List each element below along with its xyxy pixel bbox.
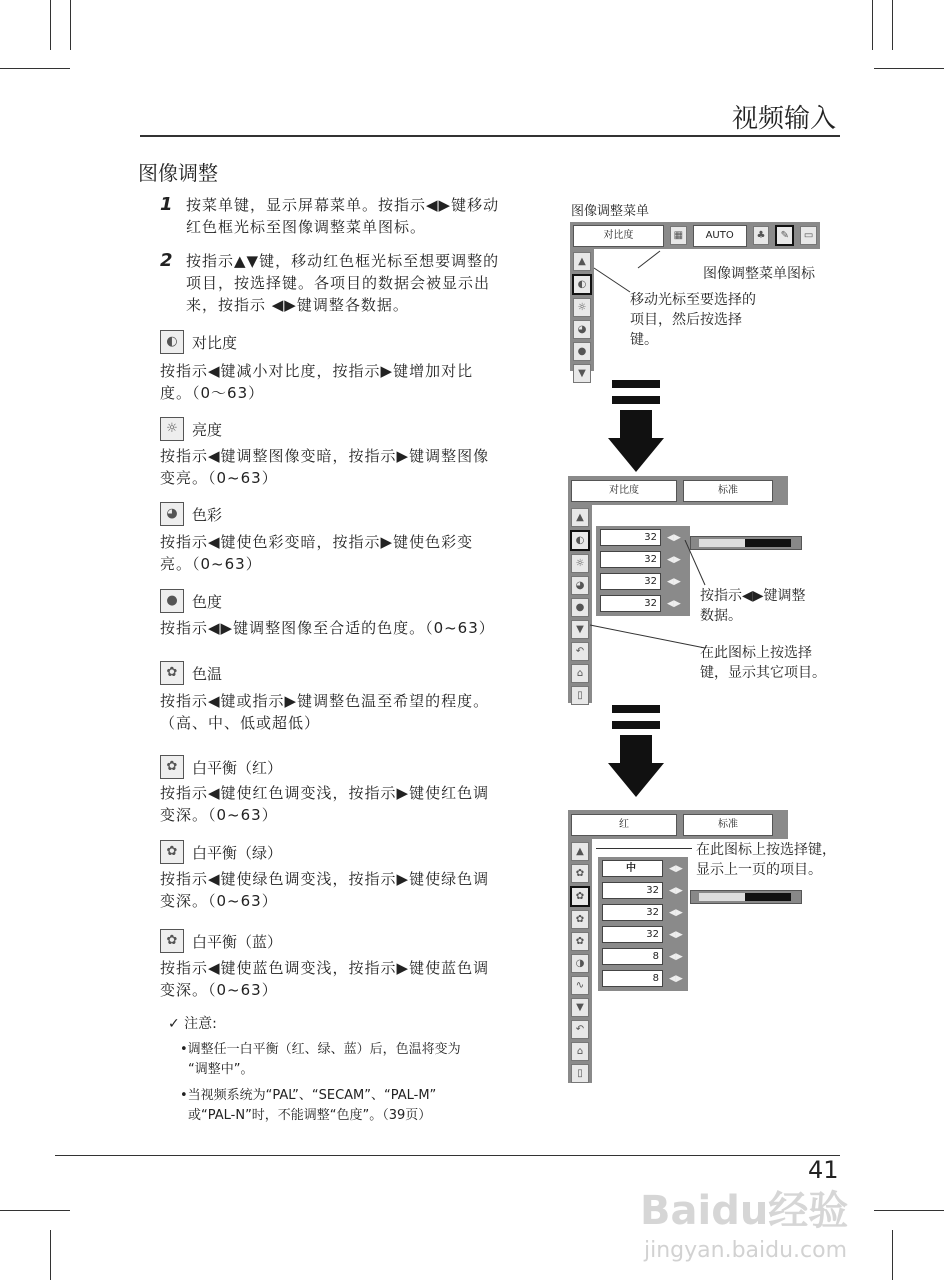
item-heading bbox=[160, 417, 222, 441]
menu-icon: ● bbox=[571, 598, 589, 617]
step-text: 按指示▲▼键，移动红色框光标至想要调整的 bbox=[186, 252, 500, 270]
annotation-line: 在此图标上按选择 bbox=[700, 645, 812, 661]
item-description bbox=[160, 360, 540, 404]
menu-icon: ▯ bbox=[571, 1064, 589, 1083]
left-right-arrows-icon[interactable]: ◀▶ bbox=[669, 863, 683, 874]
brightness-icon: ☼ bbox=[160, 417, 184, 441]
down-arrow-icon bbox=[608, 705, 664, 797]
item-description bbox=[160, 617, 540, 639]
left-right-arrows-icon[interactable]: ◀▶ bbox=[669, 951, 683, 962]
step-number: 1 bbox=[160, 194, 174, 215]
item-title: 白平衡（蓝） bbox=[192, 932, 283, 951]
annotation-line: 键，显示其它项目。 bbox=[700, 665, 826, 681]
annotation-line: 键。 bbox=[630, 332, 658, 348]
left-right-arrows-icon[interactable]: ◀▶ bbox=[669, 907, 683, 918]
value-slider[interactable] bbox=[690, 890, 802, 904]
item-heading bbox=[160, 589, 222, 613]
item-heading bbox=[160, 840, 282, 864]
note-line: •调整任一白平衡（红、绿、蓝）后，色温将变为 bbox=[180, 1042, 461, 1057]
description-line: 按指示◀键使绿色调变浅，按指示▶键使绿色调 bbox=[160, 870, 490, 888]
annotation bbox=[700, 586, 806, 626]
step-text: 按菜单键，显示屏幕菜单。按指示◀▶键移动 bbox=[186, 196, 500, 214]
description-line: 变深。（0~63） bbox=[160, 892, 278, 910]
up-arrow-icon: ▲ bbox=[573, 252, 591, 271]
item-heading bbox=[160, 929, 282, 953]
side-menu bbox=[568, 839, 592, 1083]
note-line: •当视频系统为“PAL”、“SECAM”、“PAL-M” bbox=[180, 1088, 437, 1103]
description-line: 按指示◀键调整图像变暗，按指示▶键调整图像 bbox=[160, 447, 490, 465]
menu-value-box: AUTO bbox=[693, 225, 747, 247]
item-description bbox=[160, 690, 540, 734]
value-row bbox=[602, 882, 684, 899]
value-field[interactable]: 32 bbox=[600, 551, 661, 568]
menu-icon: ↶ bbox=[571, 642, 589, 661]
color-icon: ♣ bbox=[753, 226, 770, 245]
step-2 bbox=[160, 250, 499, 316]
left-right-arrows-icon[interactable]: ◀▶ bbox=[669, 929, 683, 940]
item-heading bbox=[160, 502, 222, 526]
white-balance-red-icon: ✿ bbox=[160, 755, 184, 779]
menu-icon: ↶ bbox=[571, 1020, 589, 1039]
item-description bbox=[160, 957, 540, 1001]
item-heading bbox=[160, 755, 282, 779]
screen-icon: ▭ bbox=[800, 226, 817, 245]
annotation-line: 在此图标上按选择键， bbox=[696, 842, 836, 858]
menu-icon: ◕ bbox=[571, 576, 589, 595]
diagram1-caption: 图像调整菜单 bbox=[571, 204, 650, 219]
leader-lines bbox=[585, 540, 715, 660]
description-line: 按指示◀键使红色调变浅，按指示▶键使红色调 bbox=[160, 784, 490, 802]
color-temp-icon: ✿ bbox=[160, 661, 184, 685]
menu-item-box: 红 bbox=[571, 814, 677, 836]
description-line: 变深。（0~63） bbox=[160, 806, 278, 824]
crop-mark bbox=[0, 68, 70, 69]
annotation-line: 项目，然后按选择 bbox=[630, 312, 742, 328]
item-heading bbox=[160, 661, 222, 685]
item-title: 色度 bbox=[192, 592, 223, 611]
color-icon: ◕ bbox=[573, 320, 591, 339]
menu-icon: ∿ bbox=[571, 976, 589, 995]
value-field[interactable]: 8 bbox=[602, 948, 663, 965]
menu-item-box: 对比度 bbox=[571, 480, 677, 502]
description-line: 变亮。（0~63） bbox=[160, 469, 278, 487]
step-text: 来，按指示 ◀▶键调整各数据。 bbox=[186, 296, 409, 314]
menu-icon: ⌂ bbox=[571, 1042, 589, 1061]
description-line: （高、中、低或超低） bbox=[160, 714, 321, 732]
contrast-icon: ◐ bbox=[572, 274, 592, 295]
down-arrow-icon: ▼ bbox=[573, 364, 591, 383]
crop-mark bbox=[0, 1210, 70, 1211]
item-title: 白平衡（红） bbox=[192, 758, 283, 777]
crop-mark bbox=[874, 68, 944, 69]
item-description bbox=[160, 445, 540, 489]
annotation-line: 数据。 bbox=[700, 608, 742, 624]
crop-mark bbox=[872, 0, 873, 50]
note-bullet-1 bbox=[180, 1040, 540, 1080]
note-title: ✓ 注意: bbox=[168, 1016, 217, 1032]
annotation-line: 按指示◀▶键调整 bbox=[700, 588, 806, 604]
left-right-arrows-icon[interactable]: ◀▶ bbox=[669, 885, 683, 896]
value-panel bbox=[598, 857, 688, 991]
menu-bar bbox=[570, 222, 820, 249]
menu-icon: ✿ bbox=[571, 910, 589, 929]
annotation bbox=[696, 840, 836, 880]
step-text: 项目，按选择键。各项目的数据会被显示出 bbox=[186, 274, 491, 292]
note-line: “调整中”。 bbox=[188, 1062, 254, 1077]
menu-icon: ✿ bbox=[571, 932, 589, 951]
menu-bar bbox=[568, 476, 788, 505]
crop-mark bbox=[892, 1230, 893, 1280]
annotation bbox=[700, 643, 826, 683]
note-bullet-2 bbox=[180, 1086, 540, 1126]
menu-item-box: 对比度 bbox=[573, 225, 664, 247]
description-line: 亮。（0~63） bbox=[160, 555, 262, 573]
description-line: 按指示◀键使色彩变暗，按指示▶键使色彩变 bbox=[160, 533, 474, 551]
menu-icon: ⌂ bbox=[571, 664, 589, 683]
header-rule bbox=[140, 135, 840, 137]
menu-icon: ▼ bbox=[571, 998, 589, 1017]
value-field[interactable]: 32 bbox=[602, 904, 663, 921]
color-icon: ◕ bbox=[160, 502, 184, 526]
value-row bbox=[602, 860, 684, 877]
step-1 bbox=[160, 194, 499, 238]
watermark-url: jingyan.baidu.com bbox=[644, 1238, 848, 1263]
value-field[interactable]: 32 bbox=[600, 529, 661, 546]
description-line: 按指示◀键使蓝色调变浅，按指示▶键使蓝色调 bbox=[160, 959, 490, 977]
item-description bbox=[160, 782, 540, 826]
slider-fill bbox=[745, 893, 791, 901]
description-line: 变深。（0~63） bbox=[160, 981, 278, 999]
white-balance-blue-icon: ✿ bbox=[160, 929, 184, 953]
tint-icon: ● bbox=[160, 589, 184, 613]
page-number: 41 bbox=[808, 1156, 839, 1184]
value-field[interactable]: 32 bbox=[600, 573, 661, 590]
menu-icon: ▯ bbox=[571, 686, 589, 705]
description-line: 按指示◀键或指示▶键调整色温至希望的程度。 bbox=[160, 692, 490, 710]
slider-fill bbox=[699, 893, 745, 901]
chapter-title: 视频输入 bbox=[731, 104, 836, 134]
step-number: 2 bbox=[160, 250, 174, 271]
item-title: 对比度 bbox=[192, 333, 238, 352]
description-line: 按指示◀▶键调整图像至合适的色度。（0~63） bbox=[160, 619, 495, 637]
leader-line bbox=[596, 848, 692, 849]
slider-fill bbox=[745, 539, 791, 547]
menu-icon: ▼ bbox=[571, 620, 589, 639]
value-row bbox=[602, 926, 684, 943]
item-description bbox=[160, 868, 540, 912]
picture-icon: ▦ bbox=[670, 226, 687, 245]
brightness-icon: ☼ bbox=[573, 298, 591, 317]
tint-icon: ● bbox=[573, 342, 591, 361]
menu-value-box: 标准 bbox=[683, 814, 773, 836]
value-row bbox=[602, 904, 684, 921]
value-row bbox=[602, 970, 684, 987]
item-title: 色彩 bbox=[192, 505, 223, 524]
menu-icon: ◑ bbox=[571, 954, 589, 973]
menu-value-box: 标准 bbox=[683, 480, 773, 502]
section-title: 图像调整 bbox=[138, 161, 218, 185]
annotation-line: 显示上一页的项目。 bbox=[696, 862, 822, 878]
description-line: 度。（0～63） bbox=[160, 384, 265, 402]
value-row bbox=[602, 948, 684, 965]
crop-mark bbox=[892, 0, 893, 50]
item-title: 亮度 bbox=[192, 420, 223, 439]
image-adjust-menu-icon: ✎ bbox=[775, 225, 794, 246]
value-field[interactable]: 32 bbox=[602, 882, 663, 899]
white-balance-green-icon: ✿ bbox=[160, 840, 184, 864]
item-description bbox=[160, 531, 540, 575]
value-field[interactable]: 中 bbox=[602, 860, 663, 877]
watermark-logo: Baidu经验 bbox=[640, 1188, 849, 1234]
description-line: 按指示◀键减小对比度，按指示▶键增加对比 bbox=[160, 362, 474, 380]
value-field[interactable]: 32 bbox=[602, 926, 663, 943]
down-arrow-icon bbox=[608, 380, 664, 472]
value-field[interactable]: 32 bbox=[600, 595, 661, 612]
crop-mark bbox=[50, 0, 51, 50]
left-right-arrows-icon[interactable]: ◀▶ bbox=[669, 973, 683, 984]
item-title: 白平衡（绿） bbox=[192, 843, 283, 862]
annotation-line: 移动光标至要选择的 bbox=[630, 292, 756, 308]
menu-icon: ▲ bbox=[571, 842, 589, 861]
item-title: 色温 bbox=[192, 664, 223, 683]
item-heading bbox=[160, 330, 237, 354]
annotation: 图像调整菜单图标 bbox=[703, 266, 815, 282]
menu-icon: ☼ bbox=[571, 554, 589, 573]
crop-mark bbox=[70, 0, 71, 50]
crop-mark bbox=[874, 1210, 944, 1211]
left-right-arrows-icon[interactable]: ◀▶ bbox=[667, 576, 681, 587]
crop-mark bbox=[50, 1230, 51, 1280]
footer-rule bbox=[55, 1155, 840, 1156]
note-line: 或“PAL-N”时，不能调整“色度”。（39页） bbox=[188, 1108, 432, 1123]
contrast-icon: ◐ bbox=[160, 330, 184, 354]
menu-bar bbox=[568, 810, 788, 839]
menu-icon: ✿ bbox=[571, 864, 589, 883]
left-right-arrows-icon[interactable]: ◀▶ bbox=[667, 532, 681, 543]
menu-icon: ▲ bbox=[571, 508, 589, 527]
menu-icon: ✿ bbox=[570, 886, 590, 907]
step-text: 红色框光标至图像调整菜单图标。 bbox=[186, 218, 427, 236]
annotation bbox=[630, 290, 756, 350]
left-right-arrows-icon[interactable]: ◀▶ bbox=[667, 554, 681, 565]
value-field[interactable]: 8 bbox=[602, 970, 663, 987]
left-right-arrows-icon[interactable]: ◀▶ bbox=[667, 598, 681, 609]
menu-icon: ◐ bbox=[570, 530, 590, 551]
